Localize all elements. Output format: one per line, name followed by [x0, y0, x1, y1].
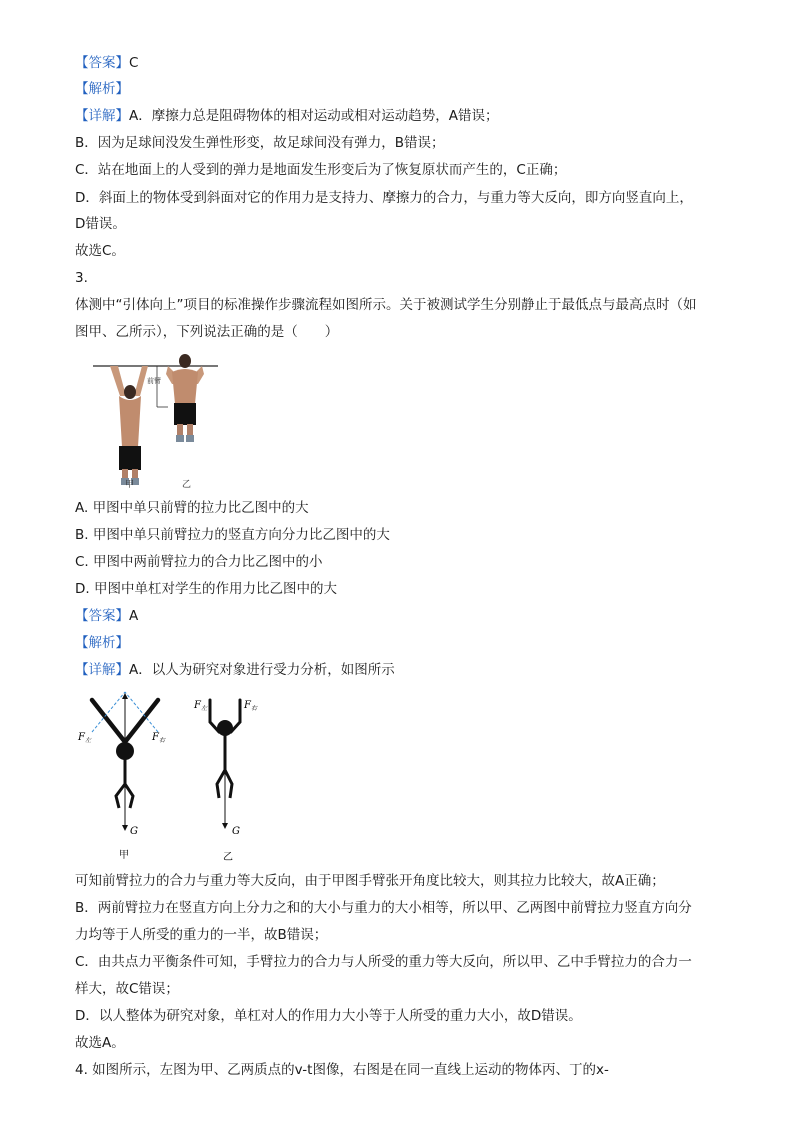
q2-detail-line-d: D．斜面上的物体受到斜面对它的作用力是支持力、摩擦力的合力，与重力等大反向，即方向竖直向上， [75, 190, 693, 206]
answer-tag: 【答案】 [75, 608, 129, 624]
label-g-jia: G [130, 826, 138, 837]
detail-text: A．以人为研究对象进行受力分析，如图所示 [129, 662, 395, 678]
label-f-right-yi: $F_右$ [244, 700, 257, 712]
q3-detail-first [75, 660, 395, 680]
forearm-label: 前臂 [147, 377, 161, 385]
q3-number: 3. [75, 270, 88, 286]
force-diagram [72, 688, 262, 864]
option-a: A. 甲图中单只前臂的拉力比乙图中的大 [75, 500, 309, 516]
label-f-right-jia: $F_右$ [152, 732, 165, 744]
q3-conclusion: 故选A。 [75, 1035, 125, 1051]
pullup-figure-jia [110, 366, 148, 485]
option-c: C. 甲图中两前臂拉力的合力比乙图中的小 [75, 554, 323, 570]
q2-detail-line-d2: D错误。 [75, 216, 126, 232]
pullup-photo-figure [88, 352, 228, 490]
q2-detail-line-a [75, 106, 498, 126]
q3-detail-line-1: 可知前臂拉力的合力与重力等大反向，由于甲图手臂张开角度比较大，则其拉力比较大，故A正确； [75, 873, 665, 889]
option-d: D. 甲图中单杠对学生的作用力比乙图中的大 [75, 581, 337, 597]
q3-detail-line-6: D．以人整体为研究对象，单杠对人的作用力大小等于人所受的重力大小，故D错误。 [75, 1008, 582, 1024]
q2-detail-line-b: B．因为足球间没发生弹性形变，故足球间没有弹力，B错误； [75, 135, 445, 151]
answer-value: C [129, 55, 139, 71]
answer-value: A [129, 608, 139, 624]
q3-stem-line-2: 图甲、乙所示），下列说法正确的是（ ） [75, 324, 339, 340]
label-yi: 乙 [223, 852, 233, 863]
force-figure-jia [92, 692, 158, 830]
label-f-left-yi: $F_左$ [194, 700, 207, 712]
q3-detail-line-3: 力均等于人所受的重力的一半，故B错误； [75, 927, 328, 943]
label-jia: 甲 [119, 850, 129, 861]
pullup-figure-yi [166, 354, 204, 442]
label-g-yi: G [232, 826, 240, 837]
analysis-tag: 【解析】 [75, 635, 129, 651]
q4-stem: 4. 如图所示，左图为甲、乙两质点的v-t图像，右图是在同一直线上运动的物体丙、丁的x- [75, 1062, 609, 1078]
answer-tag: 【答案】 [75, 55, 129, 71]
photo-label-yi: 乙 [182, 480, 192, 490]
q3-stem-line-1: 体测中“引体向上”项目的标准操作步骤流程如图所示。关于被测试学生分别静止于最低点与最高点时（如 [75, 297, 697, 313]
detail-tag: 【详解】 [75, 662, 129, 678]
q3-detail-line-5: 样大，故C错误； [75, 981, 179, 997]
q2-conclusion: 故选C。 [75, 243, 125, 259]
option-b: B. 甲图中单只前臂拉力的竖直方向分力比乙图中的大 [75, 527, 390, 543]
detail-text: A．摩擦力总是阻碍物体的相对运动或相对运动趋势，A错误； [129, 108, 499, 124]
label-f-left-jia: $F_左$ [78, 732, 91, 744]
q2-detail-line-c: C．站在地面上的人受到的弹力是地面发生形变后为了恢复原状而产生的，C正确； [75, 162, 567, 178]
q3-answer-line [75, 606, 138, 626]
q3-detail-line-2: B．两前臂拉力在竖直方向上分力之和的大小与重力的大小相等，所以甲、乙两图中前臂拉力竖直方向分 [75, 900, 692, 916]
force-figure-yi [210, 700, 240, 828]
q2-answer-line [75, 53, 138, 73]
photo-label-jia: 甲 [125, 480, 135, 490]
q3-detail-line-4: C．由共点力平衡条件可知，手臂拉力的合力与人所受的重力等大反向，所以甲、乙中手臂拉力的合力一 [75, 954, 692, 970]
detail-tag: 【详解】 [75, 108, 129, 124]
analysis-tag: 【解析】 [75, 81, 129, 97]
